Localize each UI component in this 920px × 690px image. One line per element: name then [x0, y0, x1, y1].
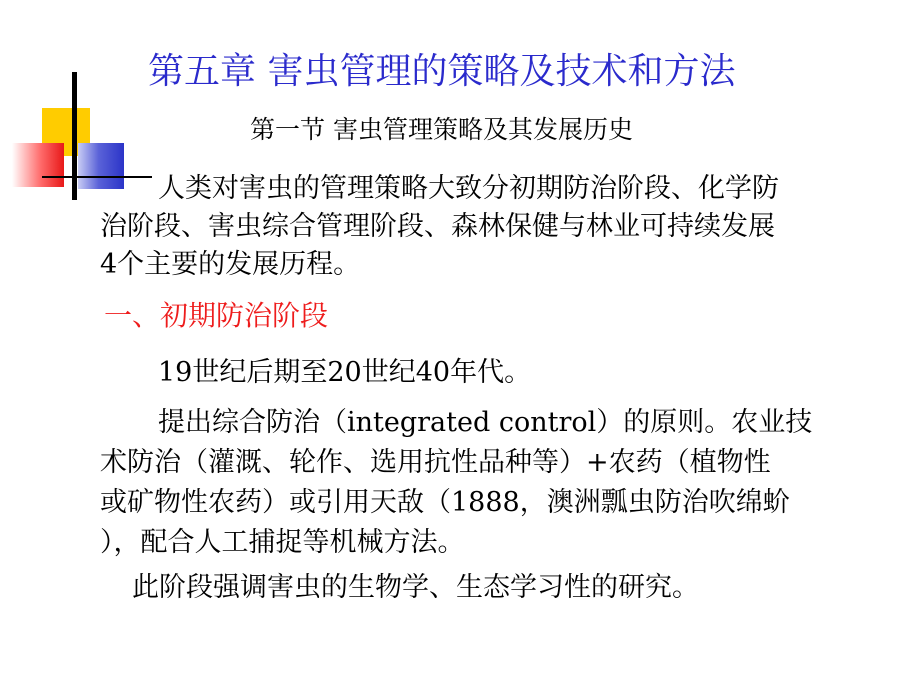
red-gradient-square-decoration [12, 143, 64, 187]
intro-line: 4个主要的发展历程。 [100, 249, 361, 280]
proposal-line: 提出综合防治（integrated control）的原则。农业技 [158, 407, 813, 438]
proposal-line: ），配合人工捕捉等机械方法。 [100, 527, 465, 558]
proposal-line: 术防治（灌溉、轮作、选用抗性品种等）+农药（植物性 [100, 447, 771, 478]
slide-subtitle: 第一节 害虫管理策略及其发展历史 [250, 115, 633, 144]
period-paragraph [100, 355, 875, 391]
section-heading: 一、初期防治阶段 [104, 299, 329, 332]
intro-paragraph [100, 170, 875, 284]
intro-line: 治阶段、害虫综合管理阶段、森林保健与林业可持续发展 [100, 211, 775, 242]
proposal-line: 或矿物性农药）或引用天敌（1888，澳洲瓢虫防治吹绵蚧 [100, 487, 790, 518]
vertical-line-decoration [72, 72, 77, 200]
intro-line: 人类对害虫的管理策略大致分初期防治阶段、化学防 [158, 173, 779, 204]
proposal-paragraph [100, 403, 875, 563]
slide-title: 第五章 害虫管理的策略及技术和方法 [148, 51, 736, 92]
period-text: 19世纪后期至20世纪40年代。 [158, 357, 532, 388]
emphasis-paragraph: 此阶段强调害虫的生物学、生态学习性的研究。 [132, 572, 699, 603]
